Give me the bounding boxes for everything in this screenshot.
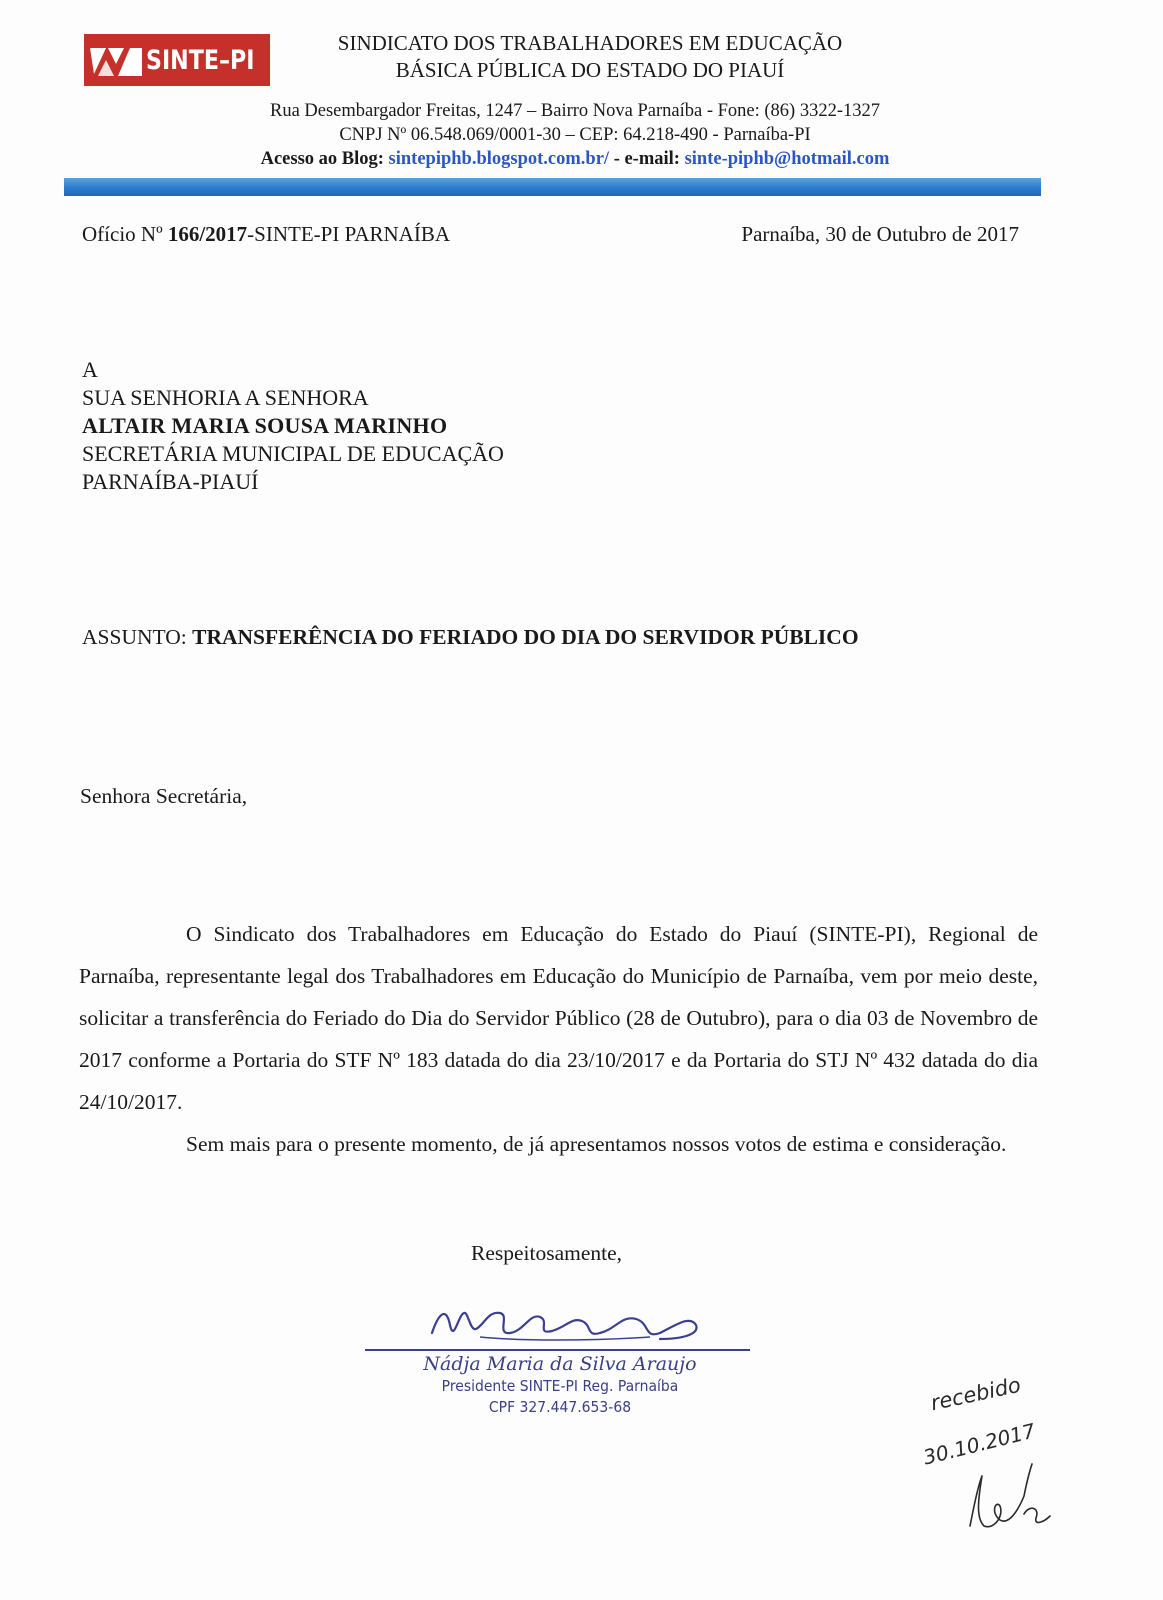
body-paragraph-2: Sem mais para o presente momento, de já apresentamos nossos votos de estima e consideração. <box>186 1132 1007 1156</box>
signer-cpf: CPF 327.447.653-68 <box>488 1398 632 1416</box>
handwritten-signature-icon <box>360 1295 750 1355</box>
receipt-word: recebido <box>928 1372 1023 1416</box>
signature-line <box>365 1349 750 1351</box>
logo-emblem-icon <box>84 34 146 86</box>
letter-date: Parnaíba, 30 de Outubro de 2017 <box>741 222 1019 246</box>
oficio-reference <box>82 222 450 247</box>
salutation: Senhora Secretária, <box>80 784 248 808</box>
closing: Respeitosamente, <box>471 1241 623 1265</box>
oficio-suffix: -SINTE-PI PARNAÍBA <box>247 222 450 246</box>
signer-role: Presidente SINTE-PI Reg. Parnaíba <box>441 1377 679 1395</box>
letterhead-divider-bar <box>64 178 1041 196</box>
recipient-line1: A <box>82 357 98 382</box>
union-name-line2: BÁSICA PÚBLICA DO ESTADO DO PIAUÍ <box>395 58 785 82</box>
blog-link[interactable]: sintepiphb.blogspot.com.br/ <box>388 149 610 169</box>
recipient-title: SECRETÁRIA MUNICIPAL DE EDUCAÇÃO <box>82 441 504 466</box>
email-label: - e-mail: <box>609 149 685 169</box>
contact-info <box>160 99 990 171</box>
receipt-annotation <box>920 1370 1090 1550</box>
recipient-location: PARNAÍBA-PIAUÍ <box>82 469 259 494</box>
signer-name: Nádja Maria da Silva Araujo <box>423 1353 697 1375</box>
oficio-number: 166/2017 <box>167 222 248 246</box>
union-name-line1: SINDICATO DOS TRABALHADORES EM EDUCAÇÃO <box>337 31 843 55</box>
address-line: Rua Desembargador Freitas, 1247 – Bairro Nova Parnaíba - Fone: (86) 3322-1327 <box>269 101 881 121</box>
cnpj-line: CNPJ Nº 06.548.069/0001-30 – CEP: 64.218-490 - Parnaíba-PI <box>339 125 811 145</box>
logo-text: SINTE–PI <box>146 44 255 76</box>
subject-label: ASSUNTO: <box>82 625 193 649</box>
recipient-line2: SUA SENHORIA A SENHORA <box>82 385 369 410</box>
union-name <box>285 30 895 84</box>
recipient-block <box>82 356 504 496</box>
email-link[interactable]: sinte-piphb@hotmail.com <box>684 149 890 169</box>
recipient-name: ALTAIR MARIA SOUSA MARINHO <box>82 413 448 438</box>
subject-text: TRANSFERÊNCIA DO FERIADO DO DIA DO SERVIDOR PÚBLICO <box>192 625 859 649</box>
sinte-pi-logo <box>84 34 270 86</box>
body-paragraph-1: O Sindicato dos Trabalhadores em Educação do Estado do Piauí (SINTE-PI), Regional de Parnaíba, representante legal dos Trabalhadores em Educação do Município de Parnaíba, vem por meio deste, solicitar a transferência do Feriado do Dia do Servidor Público (28 de Outubro), para o dia 03 de Novembro de 2017 conforme a Portaria do STF Nº 183 datada do dia 23/10/2017 e da Portaria do STJ Nº 432 datada do dia 24/10/2017. <box>79 922 1038 1114</box>
signature-stamp <box>390 1352 730 1418</box>
blog-label: Acesso ao Blog: <box>260 149 389 169</box>
blog-email-line <box>160 147 990 171</box>
receipt-date: 30.10.2017 <box>920 1418 1038 1470</box>
subject-line <box>82 625 859 650</box>
letter-body <box>79 913 1038 1165</box>
oficio-prefix: Ofício Nº <box>82 222 168 246</box>
